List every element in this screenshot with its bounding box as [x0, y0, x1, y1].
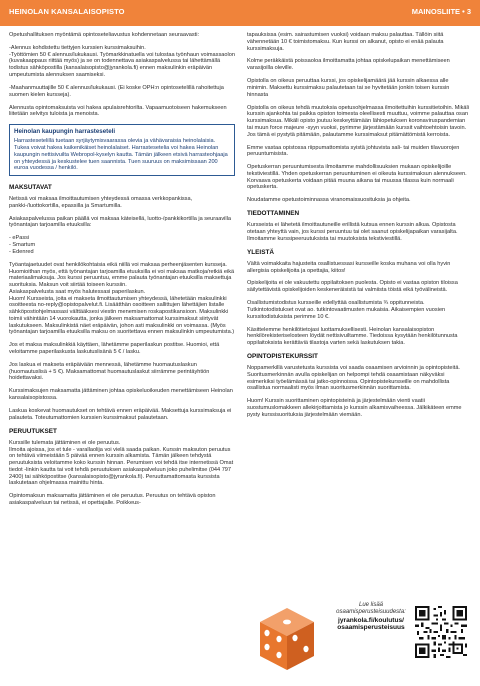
payment-methods-list [9, 235, 235, 255]
heading-tiedottaminen: TIEDOTTAMINEN [247, 210, 300, 218]
qr-code[interactable] [415, 606, 467, 658]
box-title: Heinolan kaupungin harrasteseteli [14, 128, 116, 136]
paragraph: Kolme peräkkäistä poissaoloa ilmoittamatta johtaa opiskelupaikan menettämiseen varasijoilla oleville. [247, 58, 450, 72]
paragraph: Työantajaetuudet ovat henkilökohtaisia eikä niillä voi maksaa perheenjäsenten kursseja. Huomioithan myös, että työnantajan tarjoamilla etuuksilla ei voi maksaa matkoja/retkiä eikä materiaalimaksuja. Jos kurssi peruuntuu, emme palauta työnantajan etuuksilla maksettuja suorituksia. Maksun voit siirtää toiseen kurssiin. [9, 261, 235, 289]
dice-icon [257, 606, 317, 672]
paragraph: Jos et maksa maksulinkkiä käyttäen, lähetämme paperilaskun postitse. Huomioi, että veloitamme paperilaskusta laskutuslisänä 5 € / lasku. [9, 342, 220, 355]
heading-yleista: YLEISTÄ [247, 248, 274, 256]
promo-text [325, 602, 417, 631]
promo-line: Lue lisää [358, 602, 384, 608]
paragraph: Käsittelemme henkilötietojasi luottamuksellisesti. Heinolan kansalaisopiston henkilörekisteriselosteen löydät nettisivuiltamme. Tiedoissa kysytään henkilötunnusta oppilaitoksista kerättäviä tilastoja varten sekä laskutuksen takia. [247, 326, 458, 347]
promo-link[interactable]: jyrankola.fi/koulutus/ [338, 616, 404, 624]
box-text: Harrastesetelillä tuetaan syrjäytymisvaarassa olevia ja vähävaraisia heinolalaisia. Tukea voivat hakea kaikenikäiset heinolalaiset. Harrastesetelia voi hakea Heinolan kaupungin nettisivuilta Webropol-kyselyn kautta. Tämän jälkeen etsivä harrasteohjaaja on yhteydessä ja keskustelee tuen saannista. Tuen suuruus on maksimissaan 200 euroa vuodessa / henkilö. [14, 138, 228, 172]
paragraph: Opiskelijoita ei ole vakuutettu oppilaitoksen puolesta. Opisto ei vastaa opiston tiloissa säilytettävistä opiskelijoiden keskeneräisistä tai valmiista töistä eikä työvälineistä. [247, 280, 458, 294]
paragraph: Kurssimaksujen maksamatta jättäminen johtaa opiskeluoikeuden menettämiseen Heinolan kansalaisopistossa. [9, 388, 233, 402]
left-column [9, 32, 235, 513]
paragraph: Jos laskua ei makseta eräpäivään mennessä, lähetämme huomautuslaskun (huomautuslisä + 5 €). Maksamattomat huomautuslaskut siirrämme perintäyhtiön hoidettavaksi. [9, 361, 210, 382]
page-header [0, 0, 480, 26]
paragraph: -Alennus kohdistettu tiettyjen kurssien kurssimaksuihin. [9, 44, 146, 51]
paragraph: -Työttömien 50 € alennus/lukukausi. Työmarkkinatuella voi tulostaa työnhaun voimassaolon (kuvakaappaus riittää myös) ja se on todennettava asiakaspalvelussa tai lähettämällä todistus sähköpostilla (kansalaisopisto@jyrankola.fi) ennen maksulinkin eräpäivän umpeutumista alennuksen saamiseksi. [9, 51, 235, 78]
paragraph: Huom! Kurssin suorittaminen opintopisteinä ja järjestelmään vienti vaatii suostumuslomakkeen allekirjoittamista jo kurssin alkamisvaiheessa. Jälkikäteen emme pysty kurssisuorituksia järjestelmään viemään. [247, 398, 462, 418]
list-item: - Smartum [9, 242, 235, 249]
paragraph: Opintomaksun maksamatta jättäminen ei ole peruutus. Peruutus on tehtävä opiston asiakaspalveluun tai netissä, ei opettajalle. Poikkeus- [9, 493, 216, 506]
paragraph: Opetuskerran peruuntumisesta ilmoitamme mahdollisuuksien mukaan opiskelijoille tekstiviestillä. Yhden opetuskerran peruuntuminen ei oikeuta kurssimaksun alennukseen. Korvaava opetuskerta voidaan pitää muuna aikana tai muussa tilassa kuin normaali opetuskerta. [247, 164, 467, 191]
paragraph: Noppamerkillä varustetusta kurssista voi saada osaamisen arvioinnin ja opintopisteitä. Suoritusmerkinnän avulla opiskelijan on helpompi tehdä osaamistaan näkyväksi esimerkiksi työelämässä tai jatko-opinnoissa. Opintopistekursseille on mahdollista osallistua normaalisti myös ilman suoritusmerkinnän suorittamista. [247, 365, 460, 392]
promo-link[interactable]: osaamisperusteisuus [337, 623, 405, 631]
paragraph: Netissä voi maksaa ilmoittautumisen yhteydessä omassa verkkopankissa, pankki-/luottokortilla, epassilla ja Smartumilla. [9, 196, 193, 209]
list-item: - ePassi [9, 235, 235, 242]
list-item: - Edenred [9, 249, 235, 256]
promo-line: osaamisperusteisuudesta: [336, 609, 406, 616]
paragraph: Noudatamme opetustoiminnassa viranomaissuosituksia ja ohjeita. [247, 197, 411, 204]
paragraph: Kurssille tulemata jättäminen ei ole peruutus. [9, 439, 121, 446]
promo-block [247, 602, 470, 682]
paragraph: Opistolla on oikeus peruuttaa kurssi, jos opiskelijamäärä jää kurssin alkaessa alle minimin. Maksettu kurssimaksu palautetaan tai se hyvitetään jonkin toisen kurssin hinnasta [247, 78, 450, 98]
paragraph: Osallistumistodistus kursseille edellyttää osallistumista ¾ oppitunneista. Tutkintotodistukset ovat ao. tutkintovaatimusten mukaisia. Aikaisempien vuosien kurssitodistuksista perimme 10 €. [247, 300, 446, 320]
right-column [247, 32, 470, 425]
paragraph: Alennusta opintomaksuista voi hakea apulaisrehtorilta. Vapaamuotoiseen hakemukseen liitetään selvitys tuloista ja menoista. [9, 104, 227, 118]
paragraph: Ilmoita ajoissa, jos et tule - varallaolija voi vielä saada paikan. Kurssin maksuton peruutus on tehtävä viimeistään 5 päivää ennen kurssin alkamista. Tämän jälkeen tehdystä peruutuksista veloitamme koko kurssin hinnan. Perumisen voi tehdä itse internetissä Omat tiedot -linkin kautta tai voit tehdä peruutuksen asiakaspalveluun joko puhelimitse (044 797 2400) tai sähköpostitse (kansalaisopisto@jyrankola.fi). Peruuttamattomasta kurssista laskutetaan ohjelmassa mainittu hinta. [9, 446, 234, 487]
heading-maksutavat: MAKSUTAVAT [9, 184, 52, 191]
paragraph: Asiakaspalvelussa paikan päällä voi maksaa käteisellä, luotto-/pankkikortilla ja seuraavilla työnantajan tarjoamilla etuuksilla: [9, 215, 232, 229]
harrasteseteli-box [9, 124, 235, 176]
heading-opintopistekurssit: OPINTOPISTEKURSSIT [247, 353, 318, 360]
paragraph: Opetushallituksen myöntämä opintoseteliavustus kohdennetaan seuraavasti: [9, 32, 199, 38]
paragraph: Huom! Kursseista, joita ei makseta ilmoittautumisen yhteydessä, lähetetään maksulinkki osoitteesta no-reply@opistopalvelut.fi. Lisäätthän osoitteen sallittujen lähettäjien listalle sähköpostiohjelmassasi välttääksesi viestin menemisen roskapostikansioon. Maksulinkki toimii vähintään 14 vuorokautta, jonka jälkeen maksamattomat kurssimaksut siirtyvät laskutukseen. Maksulinkistä näet eräpäivän, johon asti maksulinkki on voimassa. (Myös työnantajan tarjoamilla etuuksilla maksu on suoritettava ennen maksulinkin umpeutumista.) [9, 295, 235, 336]
paragraph: Emme vastaa opistossa riippumattomista syistä johtuvista sali- tai muiden tilavuorojen peruuntumisista. [247, 144, 460, 158]
heading-peruutukset: PERUUTUKSET [9, 427, 57, 435]
paragraph: Laskua koskevat huomautukset on tehtävä ennen eräpäivää. Maksettuja kurssimaksuja ei palauteta. Toteutumattomien kurssien kurssimaksut palautetaan. [9, 408, 232, 421]
paragraph: tapauksissa (esim. sairastumisen vuoksi) voidaan maksu palauttaa. Tällöin siitä vähennetään 10 € toimistomaksu. Kun kurssi on alkanut, opisto ei enää palauta kurssimaksuja. [247, 32, 444, 52]
paragraph: Vältä voimakkaita hajusteita osallistuessasi kursseille koska muhana voi olla hyvin allergisia opiskelijoita ja opettajia, kiitos! [247, 260, 451, 274]
paragraph: Opistolla on oikeus tehdä muutoksia opetusohjelmassa ilmoitettuihin kurssitietoihin. Mikäli kurssin ajankohta tai paikka opiston toimesta oleellisesti muuttuu, voimme palauttaa osan kurssimaksua. Mikäli opisto joutuu keskeyttämään lähiopetuksen koronaviruspandemian tai muun force majeure -syyn vuoksi, pyrimme järjestämään kurssit vaihtoehtoisin tavoin. Jos tämä ei pystytä pitämään, palautamme kurssimaksut pitämättömistä kerroista. [247, 104, 469, 138]
paragraph: Asiakaspalvelusta saat myös halutessasi paperilaskun. [9, 288, 146, 295]
header-org: HEINOLAN KANSALAISOPISTO [9, 7, 125, 16]
paragraph: Kursseista ei lähetetä ilmoittautuneille erillistä kutsua ennen kurssin alkua. Opistosta otetaan yhteyttä vain, jos kurssi peruuntuu tai olet saanut opiskelijapaikan varasijalta. Ilmoitamme kurssipeeruutuksista tai muutoksista tekstiviestillä. [247, 222, 458, 242]
header-page: MAINOSLIITE • 3 [411, 7, 471, 16]
paragraph: -Maahanmuuttajille 50 € alennus/lukukausi. (Ei koske OPH:n opintosetelillä rahoitettuja suomen kielen kursseja). [9, 84, 224, 98]
